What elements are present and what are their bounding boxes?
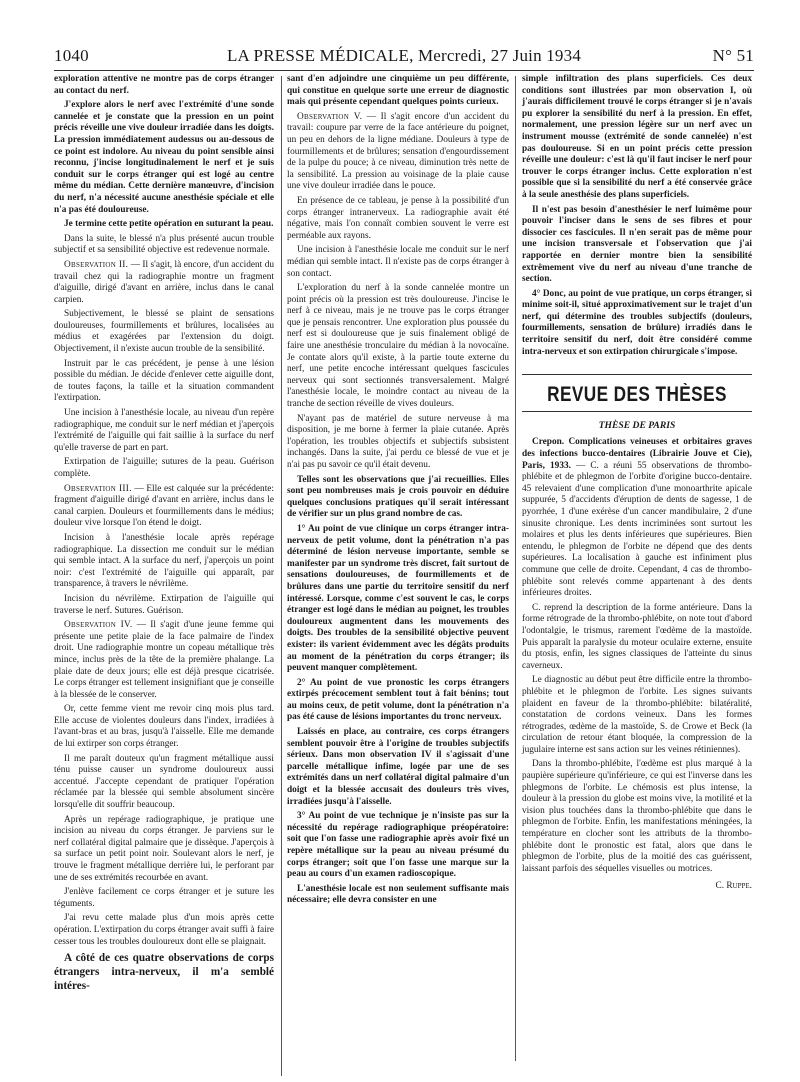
paragraph: simple infiltration des plans superficiels. Ces deux conditions sont illustrées par mon observation I, où j'aurais difficilement trouvé le corps étranger si je n'avais pu explorer la sensibilité du nerf à la pression. En effet, normalement, une pression légère sur un nerf avec un instrument mousse (extrémité de sonde cannelée) n'est pas douloureuse. Si en un point précis cette pression réveille une douleur: c'est là qu'il faut inciser le nerf pour trouver le corps étranger inclus. Cette exploration n'est possible que si la sensibilité du nerf a été conservée grâce à la seule anesthésie des plans superficiels. [522,74,752,200]
page-number: 1040 [54,46,89,65]
header-rule [54,70,754,71]
journal-title: LA PRESSE MÉDICALE, Mercredi, 27 Juin 1934 [226,46,582,65]
paragraph: L'anesthésie locale est non seulement suffisante mais nécessaire; elle devra consister en une [287,883,509,906]
observation-label: Observation IV. [64,620,133,631]
paragraph: 4° Donc, au point de vue pratique, un corps étranger, si minime soit-il, situé approximativement sur le trajet d'un nerf, qui détermine des troubles subjectifs (douleurs, fourmillements, sensation de brûlure) irradiés dans le territoire sensitif du nerf, doit être considéré comme intra-nerveux et son extirpation chirurgicale s'impose. [522,288,752,357]
observation-label: Observation V. [297,111,363,122]
paragraph: Instruit par le cas précédent, je pense à une lésion possible du médian. Je décide d'enlever cette aiguille dont, de toutes façons, la taille et la situation commandent l'extirpation. [54,358,274,404]
observation-text: — Elle est calquée sur la précédente: fragment d'aiguille dirigé d'avant en arrière, inclus dans le canal carpien. Douleurs et fourmillements dans le médius; douleur vive lorsque l'on étend le doigt. [54,483,275,529]
review-text: — C. a réuni 55 observations de thrombo-phlébite et de phlegmon de l'orbite d'origine bucco-dentaire. 45 relevaient d'une complication d'une monoarthrite apicale suppurée, 5 d'accidents d'éruption de dents de sagesse, 1 de pyorrhée, 1 d'une exérèse d'un cancer mandibulaire, 2 d'une sinusite chronique. Les dents incriminées sont surtout les molaires et plus les dents inférieures que supérieures. Bien entendu, le phlegmon de l'orbite ne dépend que des dents supérieures. La localisation à gauche est infiniment plus commune que celle de droite. Cependant, 4 cas de thrombo-phlébite sont relevés comme appartenant à des dents inférieures droites. [522,460,752,599]
observation-text: — Il s'agit d'une jeune femme qui présente une petite plaie de la face palmaire de l'index droit. Une radiographie montre un copeau métallique très mince, inclus près de la tête de la première phalange. La plaie date de deux jours; elle est déjà presque cicatrisée. Le corps étranger est tellement insignifiant que je conseille à la blessée de le conserver. [54,620,274,700]
column-3 [522,74,752,893]
paragraph: Une incision à l'anesthésie locale me conduit sur le nerf médian qui semble intact. Il n'existe pas de corps étranger à son contact. [287,245,509,279]
paragraph: N'ayant pas de matériel de suture nerveuse à ma disposition, je me borne à fermer la plaie cutanée. Après l'opération, les troubles objectifs et subjectifs subsistent inchangés. Dans la suite, j'ai perdu ce blessé de vue et je n'ai pas pu savoir ce qu'il était devenu. [287,413,509,470]
section-title: REVUE DES THÈSES [547,383,727,407]
paragraph: Dans la thrombo-phlébite, l'œdème est plus marqué à la paupière supérieure qu'inférieure, ce qui est l'inverse dans les phlegmons de l'orbite. Le chémosis est plus intense, la douleur à la pression du globe est moins vive, la motilité et la vision plus touchées dans la thrombo-phlébite que dans le phlegmon de l'orbite. Enfin, les manifestations méningées, la température en clocher sont les attributs de la thrombo-phlébite dont le pronostic est fatal, alors que dans le phlegmon de l'orbite, plus de la moitié des cas guérissent, laissant parfois des séquelles visuelles ou motrices. [522,759,752,874]
paragraph: Une incision à l'anesthésie locale, au niveau d'un repère radiographique, me conduit sur le nerf médian et j'aperçois l'extrémité de l'aiguille qui fait saillie à la surface du nerf qu'elle traverse de part en part. [54,408,274,453]
observation-4 [54,620,274,701]
observation-text: — Il s'agit, là encore, d'un accident du travail chez qui la radiographie montre un fragment d'aiguille, dirigé d'avant en arrière, inclus dans le canal carpien. [54,259,274,305]
observation-label: Observation II. [64,259,129,270]
section-subtitle: THÈSE DE PARIS [598,419,676,431]
paragraph: 1° Au point de vue clinique un corps étranger intra-nerveux de petit volume, dont la pénétration n'a pas déterminé de lésion nerveuse importante, semble se manifester par un syndrome très discret, fait surtout de sensations douloureuses, de fourmillements et de brûlures dans une partie du territoire sensitif du nerf intéressé. Lorsque, comme c'est souvent le cas, le corps étranger est logé dans le médian au poignet, les troubles douloureux augmentent dans les mouvements des doigts. Des troubles de la sensibilité objective peuvent exister: ils varient évidemment avec les dégâts produits au moment de la pénétration du corps étranger; ils peuvent manquer complètement. [287,523,509,674]
paragraph: 3° Au point de vue technique je n'insiste pas sur la nécessité du repérage radiographique préopératoire: soit que l'on fasse une radiographie après avoir fixé un repère métallique sur la peau au niveau présumé du corps étranger; soit que l'on fasse une marque sur la peau au cours d'un examen radioscopique. [287,811,509,880]
column-divider [281,76,282,1076]
paragraph: J'enlève facilement ce corps étranger et je suture les téguments. [54,887,274,909]
lead-paragraph: A côté de ces quatre observations de corps étrangers intra-nerveux, il m'a semblé intéres- [54,952,274,993]
paragraph: Il n'est pas besoin d'anesthésier le nerf luimême pour pouvoir l'inciser dans le sens de ses fibres et pour dissocier ces fascicules. Il n'en serait pas de même pour une incision transversale et l'observation que j'ai rapportée en dernier montre bien la sensibilité extrêmement vive du nerf au niveau d'une tranche de section. [522,204,752,285]
paragraph: Dans la suite, le blessé n'a plus présenté aucun trouble subjectif et sa sensibilité objective est redevenue normale. [54,233,274,256]
column-2 [287,74,509,910]
paragraph: exploration attentive ne montre pas de corps étranger au contact du nerf. [54,74,274,96]
paragraph: Je termine cette petite opération en suturant la peau. [64,219,274,230]
paragraph: Subjectivement, le blessé se plaint de sensations douloureuses, fourmillements et brûlures, localisées au médius et exagérées par l'extension du doigt. Objectivement, il n'existe aucun trouble de la sensibilité. [54,309,274,355]
issue-number: N° 51 [712,46,754,65]
paragraph: sant d'en adjoindre une cinquième un peu différente, qui constitue en quelque sorte une erreur de diagnostic mais qui présente cependant quelques points curieux. [287,74,509,108]
column-1 [54,74,274,996]
section-rule [522,374,752,375]
paragraph: Le diagnostic au début peut être difficile entre la thrombo-phlébite et le phlegmon de l'orbite. Les signes suivants plaident en faveur de la thrombo-phlébite: bilatéralité, constatation de cordons veineux. Dans les formes rétrogrades, œdème de la mastoïde, S. de Crowe et Beck (la circulation de retour étant bloquée, la compression de la jugulaire interne est sans action sur les veines rétiniennes). [522,675,752,755]
paragraph: Incision à l'anesthésie locale après repérage radiographique. La dissection me conduit sur le médian qui semble intact. A la surface du nerf, j'aperçois un point noir: c'est l'extrémité de l'aiguille qui apparaît, par transparence, à travers le névrilème. [54,532,274,590]
observation-2 [54,260,274,306]
paragraph: J'explore alors le nerf avec l'extrémité d'une sonde cannelée et je constate que la pression en un point précis réveille une vive douleur irradiée dans les doigts. La pression immédiatement audessus ou au-dessous de ce point est indolore. Au niveau du point sensible ainsi reconnu, j'incise longitudinalement le nerf et je suis conduit sur le corps étranger qui est logé au centre même du médian. Cette dernière manœuvre, d'incision du nerf, n'a nécessité aucune anesthésie spéciale et elle n'a pas été douloureuse. [54,100,274,215]
page-header [54,46,754,70]
paragraph: Extirpation de l'aiguille; sutures de la peau. Guérison complète. [54,457,274,479]
observation-text: — Il s'agit encore d'un accident du travail: coupure par verre de la face antérieure du poignet, un peu en dehors de la ligne médiane. Douleurs à type de fourmillements et de brûlures; sensation d'engourdissement de la pulpe du pouce; à ce niveau, diminution très nette de la sensibilité. La pression au voisinage de la plaie cause une vive douleur irradiée dans le pouce. [287,111,510,192]
paragraph: Laissés en place, au contraire, ces corps étrangers semblent pouvoir être à l'origine de troubles subjectifs sérieux. Dans mon observation IV il s'agissait d'une parcelle métallique infime, logée par une de ses extrémités dans un nerf collatéral digital palmaire d'un doigt et la blessée accusait des douleurs très vives, irradiées jusqu'à l'aisselle. [287,727,509,807]
paragraph: Il me paraît douteux qu'un fragment métallique aussi ténu puisse causer un syndrome douloureux aussi accentué. J'accepte cependant de pratiquer l'opération réclamée par la blessée qui semble absolument sincère lorsqu'elle dit souffrir beaucoup. [54,753,274,811]
observation-5 [287,112,509,193]
section-rule [522,411,752,412]
review-entry [522,437,752,599]
paragraph: C. reprend la description de la forme antérieure. Dans la forme rétrograde de la thrombo-phlébite, on note tout d'abord l'odontalgie, le trismus, rarement l'œdème de la mastoïde. Puis apparaît la paralysie du moteur oculaire externe, ensuite du ptosis, enfin, les signes classiques de l'atteinte du sinus caverneux. [522,602,752,671]
paragraph: Incision du névrilème. Extirpation de l'aiguille qui traverse le nerf. Sutures. Guérison. [54,593,274,616]
paragraph: Après un repérage radiographique, je pratique une incision au niveau du corps étranger. Je parviens sur le nerf collatéral digital palmaire que je dissèque. J'aperçois à sa surface un petit point noir. Soulevant alors le nerf, je trouve le fragment métallique derrière lui, le perforant par une de ses extrémités recourbée en avant. [54,814,274,883]
paragraph: Or, cette femme vient me revoir cinq mois plus tard. Elle accuse de violentes douleurs dans l'index, irradiées à l'avant-bras et au bras, jusqu'à l'aisselle. Elle me demande de lui extirper son corps étranger. [54,704,274,750]
signature: C. Ruppe. [715,881,752,892]
paragraph: L'exploration du nerf à la sonde cannelée montre un point précis où la pression est très douloureuse. J'incise le nerf à ce niveau, mais je ne trouve pas le corps étranger que je pensais rencontrer. Une exploration plus poussée du nerf est si douloureuse que je suis finalement obligé de faire une anesthésie tronculaire du médian à la novocaïne. Je contate alors qu'il existe, à la partie toute externe du nerf, une petite encoche intéressant quelques fascicules nerveux qui sont sectionnés transversalement. Malgré l'anesthésie locale, le moindre contact au niveau de la tranche de section réveille de vives douleurs. [287,283,509,410]
column-divider [515,76,516,1061]
observation-3 [54,484,274,530]
paragraph: Telles sont les observations que j'ai recueillies. Elles sont peu nombreuses mais je crois pouvoir en déduire quelques conclusions pratiques qu'il serait intéressant de vérifier sur un plus grand nombre de cas. [287,474,509,520]
review-title: Crepon. Complications veineuses et orbitaires graves des infections bucco-dentaires (Librairie Jouve et Cie), Paris, 1933. [522,437,752,471]
paragraph: 2° Au point de vue pronostic les corps étrangers extirpés précocement semblent tout à fait bénins; tout au moins ceux, de petit volume, dont la pénétration n'a pas été cause de lésions importantes du tronc nerveux. [287,677,509,723]
paragraph: En présence de ce tableau, je pense à la possibilité d'un corps étranger intranerveux. La radiographie avait été négative, mais l'on connaît combien souvent le verre est perméable aux rayons. [287,195,509,241]
observation-label: Observation III. [64,483,132,494]
paragraph: J'ai revu cette malade plus d'un mois après cette opération. L'extirpation du corps étranger avait suffi à faire cesser tous les troubles douloureux dont elle se plaignait. [54,913,274,947]
